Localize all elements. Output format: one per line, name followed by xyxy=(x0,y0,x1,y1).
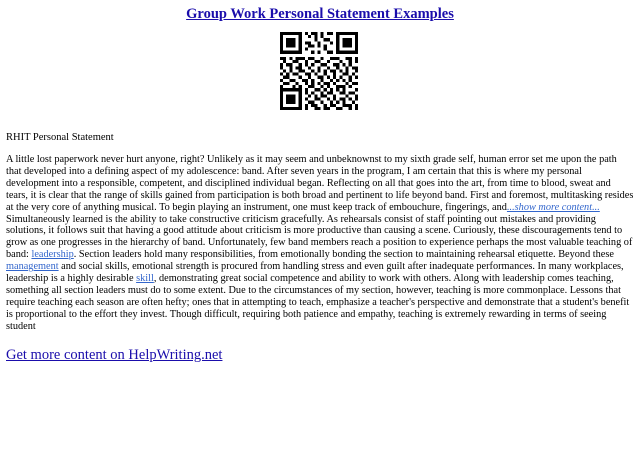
body-line: is proportional to the effort they invest. Though difficult, requiring both patience and empathy, teaching is extremely rewarding in terms of seeing xyxy=(6,308,607,320)
qr-code-image xyxy=(280,32,358,110)
leadership-link[interactable]: leadership xyxy=(31,249,74,261)
get-more-content-link[interactable]: Get more content on HelpWriting.net xyxy=(6,347,223,363)
body-line: that developed into a defining aspect of my adolescence: band. After seven years in the program, I am certain that this is where my personal xyxy=(6,165,582,177)
body-line xyxy=(6,273,634,285)
body-line xyxy=(6,261,634,273)
body-line: something all section leaders must do to some extent. Due to the circumstances of my section, however, teaching is more commonplace. Lessons that xyxy=(6,284,621,296)
body-line: A little lost paperwork never hurt anyone, right? Unlikely as it may seem and unbeknownst to my sixth grade self, human error set me upon the path xyxy=(6,154,617,165)
body-text: , demonstrating great social competence and ability to work with others. Along with leadership comes teaching, xyxy=(153,273,614,285)
body-line xyxy=(6,249,634,261)
body-line: student xyxy=(6,320,36,332)
statement-body xyxy=(6,154,634,333)
skill-link[interactable]: skill xyxy=(136,273,154,285)
body-text: leadership is a highly desirable xyxy=(6,273,137,285)
body-line: solutions, it follows suit that having a good attitude about criticism is more productive than causing a scene. Curiously, these discouragements tend to xyxy=(6,225,623,237)
show-more-content-link[interactable]: ...show more content... xyxy=(506,201,600,213)
body-text: at the very core of anything musical. To begin playing an instrument, one must keep track of embouchure, fingerings, and xyxy=(6,201,507,213)
body-text: band: xyxy=(6,249,32,261)
management-link[interactable]: management xyxy=(6,261,59,273)
body-line: Simultaneously learned is the ability to take constructive criticism gracefully. As rehearsals consist of staff pointing out mistakes and providing xyxy=(6,213,596,225)
statement-heading: RHIT Personal Statement xyxy=(6,132,114,143)
page-title[interactable]: Group Work Personal Statement Examples xyxy=(186,6,454,22)
body-text: . Section leaders hold many responsibilities, from emotionally bonding the section to maintaining rehearsal etiquette. Beyond these xyxy=(73,249,614,261)
body-line xyxy=(6,202,634,214)
body-line: development into a responsible, competent, and disciplined individual began. Reflecting on all that goes into the art, from time to blood, sweat and xyxy=(6,177,611,189)
body-line: tears, it is clear that the range of skills gained from participation is both broad and pertinent to life beyond band. First and foremost, multitasking resides xyxy=(6,189,634,201)
body-line: grow as one progresses in the hierarchy of band. Unfortunately, few band members reach a position to experience perhaps the most valuable teaching of xyxy=(6,237,633,249)
body-line: require teaching each season are often hefty; ones that in attempting to teach, emphasize a teacher's perspective and demonstrate that a student's benefit xyxy=(6,296,630,308)
body-text: and social skills, emotional strength is procured from handling stress and even guilt after inadequate performances. In many workplaces, xyxy=(58,261,624,273)
